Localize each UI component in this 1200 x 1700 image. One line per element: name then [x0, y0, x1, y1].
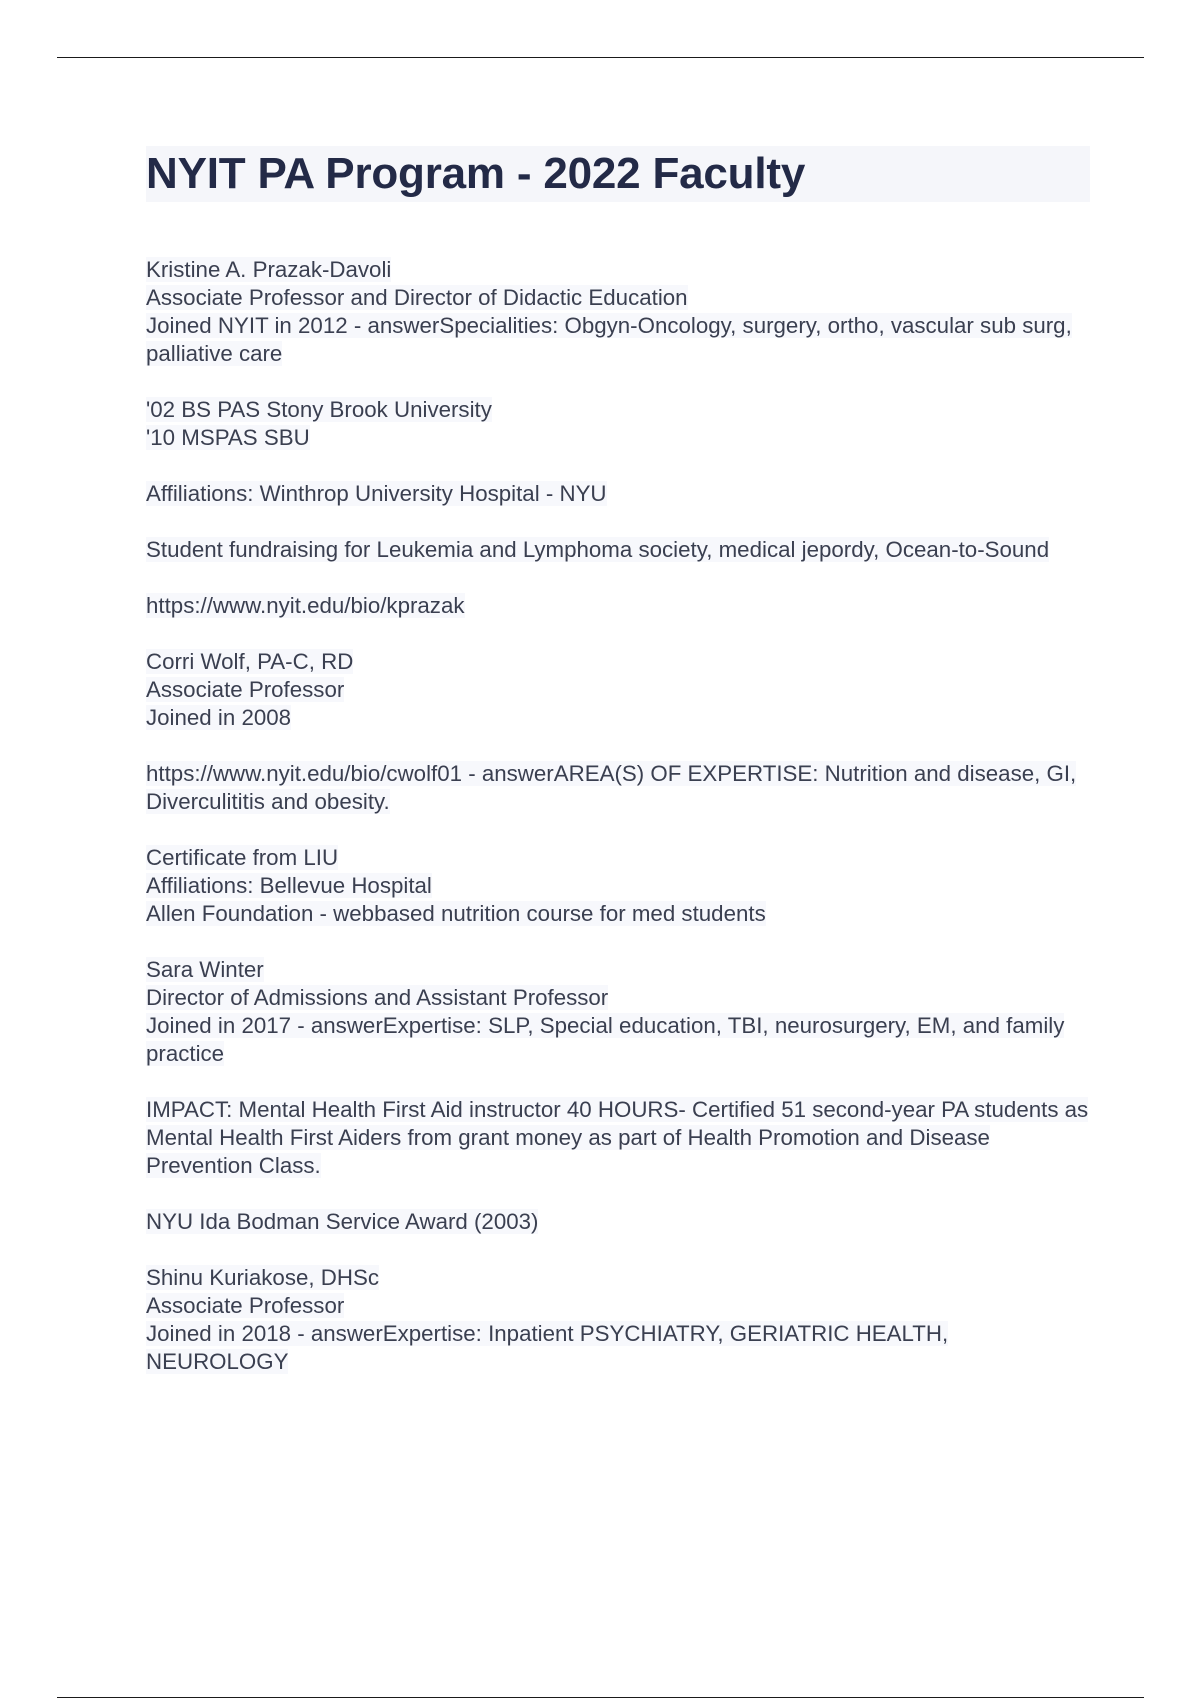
faculty-joined: Joined in 2017 - answerExpertise: SLP, Special education, TBI, neurosurgery, EM, and family practice: [146, 1013, 1065, 1066]
faculty-name: Kristine A. Prazak-Davoli: [146, 257, 392, 282]
document-page: [146, 146, 1090, 1404]
foundation-line: Allen Foundation - webbased nutrition course for med students: [146, 901, 766, 926]
text-block: [146, 1096, 1090, 1180]
award-line: NYU Ida Bodman Service Award (2003): [146, 1209, 539, 1234]
text-block: [146, 956, 1090, 1068]
affiliations-line: Affiliations: Bellevue Hospital: [146, 873, 432, 898]
faculty-name: Corri Wolf, PA-C, RD: [146, 649, 354, 674]
faculty-entries: [146, 256, 1090, 1376]
faculty-role: Director of Admissions and Assistant Professor: [146, 985, 609, 1010]
text-block: [146, 536, 1090, 564]
faculty-name: Sara Winter: [146, 957, 264, 982]
education-line: '02 BS PAS Stony Brook University: [146, 397, 492, 422]
text-block: [146, 592, 1090, 620]
text-block: [146, 1208, 1090, 1236]
footer-rule: [57, 1697, 1144, 1698]
text-block: [146, 256, 1090, 368]
bio-url: https://www.nyit.edu/bio/kprazak: [146, 593, 465, 618]
faculty-name: Shinu Kuriakose, DHSc: [146, 1265, 379, 1290]
education-line: '10 MSPAS SBU: [146, 425, 310, 450]
text-block: [146, 1264, 1090, 1376]
text-block: [146, 396, 1090, 452]
fundraising-line: Student fundraising for Leukemia and Lymphoma society, medical jepordy, Ocean-to-Sound: [146, 537, 1050, 562]
faculty-role: Associate Professor: [146, 677, 345, 702]
impact-line: IMPACT: Mental Health First Aid instructor 40 HOURS- Certified 51 second-year PA students as Mental Health First Aiders from grant money as part of Health Promotion and Disease Prevention Class.: [146, 1097, 1089, 1178]
expertise-line: https://www.nyit.edu/bio/cwolf01 - answerAREA(S) OF EXPERTISE: Nutrition and disease, GI, Diverculititis and obesity.: [146, 761, 1077, 814]
faculty-joined: Joined in 2008: [146, 705, 292, 730]
affiliations-line: Affiliations: Winthrop University Hospital - NYU: [146, 481, 607, 506]
faculty-role: Associate Professor and Director of Didactic Education: [146, 285, 688, 310]
faculty-joined: Joined NYIT in 2012 - answerSpecialities: Obgyn-Oncology, surgery, ortho, vascular sub surg, palliative care: [146, 313, 1072, 366]
header-rule: [57, 57, 1144, 58]
faculty-joined: Joined in 2018 - answerExpertise: Inpatient PSYCHIATRY, GERIATRIC HEALTH, NEUROLOGY: [146, 1321, 949, 1374]
text-block: [146, 760, 1090, 816]
text-block: [146, 480, 1090, 508]
text-block: [146, 844, 1090, 928]
document-title: NYIT PA Program - 2022 Faculty: [146, 146, 1090, 202]
text-block: [146, 648, 1090, 732]
certificate-line: Certificate from LIU: [146, 845, 339, 870]
faculty-role: Associate Professor: [146, 1293, 345, 1318]
